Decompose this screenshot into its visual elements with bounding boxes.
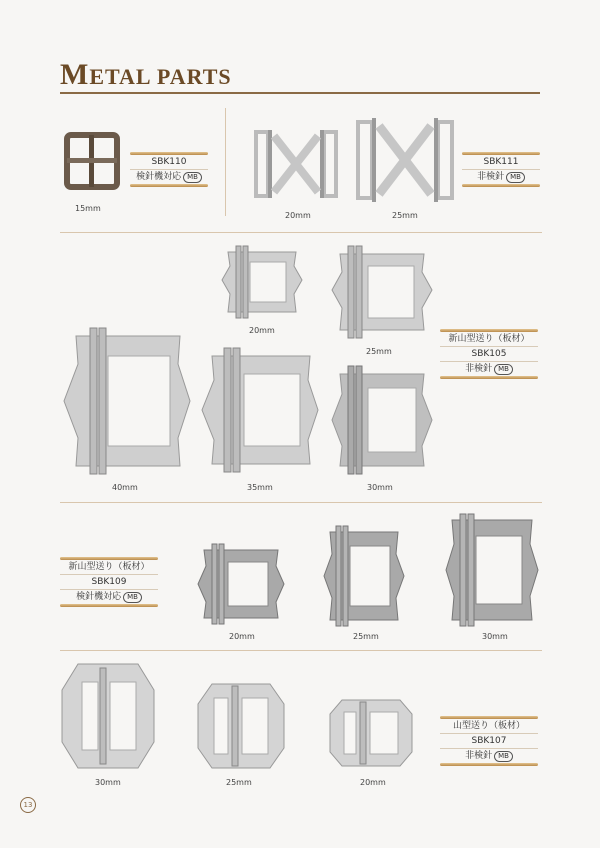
page-number: 13 [20,797,36,813]
product-code: SBK105 [440,347,538,362]
slide-sbk105-25mm-image [330,244,434,340]
size-label: 25mm [392,211,418,220]
mb-badge: MB [183,172,202,183]
size-label: 20mm [360,778,386,787]
product-note: 検針機対応 MB [130,170,208,184]
size-label: 40mm [112,483,138,492]
slide-sbk109-25mm-image [322,524,406,628]
product-type: 新山型送り（板材） [440,332,538,347]
product-code: SBK109 [60,575,158,590]
product-label-sbk110 [130,152,208,187]
size-label: 35mm [247,483,273,492]
size-label: 30mm [367,483,393,492]
product-note: 非検針 MB [462,170,540,184]
product-note: 検針機対応 MB [60,590,158,604]
product-code: SBK111 [462,155,540,170]
mb-badge: MB [494,364,513,375]
product-type: 新山型送り（板材） [60,560,158,575]
product-label-sbk111 [462,152,540,187]
product-label-sbk107 [440,716,538,766]
size-label: 20mm [249,326,275,335]
mb-badge: MB [506,172,525,183]
slide-sbk105-35mm-image [200,346,320,474]
section-divider [60,502,542,503]
product-note: 非検針 MB [440,749,538,763]
buckle-sbk110-image [65,132,121,194]
product-label-sbk105 [440,329,538,379]
mb-badge: MB [123,592,142,603]
product-label-sbk109 [60,557,158,607]
size-label: 30mm [482,632,508,641]
product-code: SBK107 [440,734,538,749]
size-label: 20mm [285,211,311,220]
product-note: 非検針 MB [440,362,538,376]
size-label: 20mm [229,632,255,641]
product-type: 山型送り（板材） [440,719,538,734]
section-divider-vertical [225,108,226,216]
page-title: METAL PARTS [60,58,232,91]
size-label: 25mm [353,632,379,641]
slide-sbk105-30mm-image [330,364,434,476]
slide-sbk109-20mm-image [196,542,286,626]
slide-sbk105-40mm-image [62,326,192,476]
section-divider [60,650,542,651]
slide-sbk105-20mm-image [220,244,304,320]
size-label: 30mm [95,778,121,787]
adjuster-sbk111-25mm-image [352,112,458,208]
mb-badge: MB [494,751,513,762]
slide-sbk109-30mm-image [444,512,540,628]
slide-sbk107-30mm-image [60,660,156,772]
slide-sbk107-20mm-image [328,696,414,770]
size-label: 25mm [226,778,252,787]
adjuster-sbk111-20mm-image [248,122,344,206]
slide-sbk107-25mm-image [196,680,286,772]
size-label: 25mm [366,347,392,356]
size-label: 15mm [75,204,101,213]
section-divider [60,232,542,233]
title-rule [60,92,540,94]
product-code: SBK110 [130,155,208,170]
